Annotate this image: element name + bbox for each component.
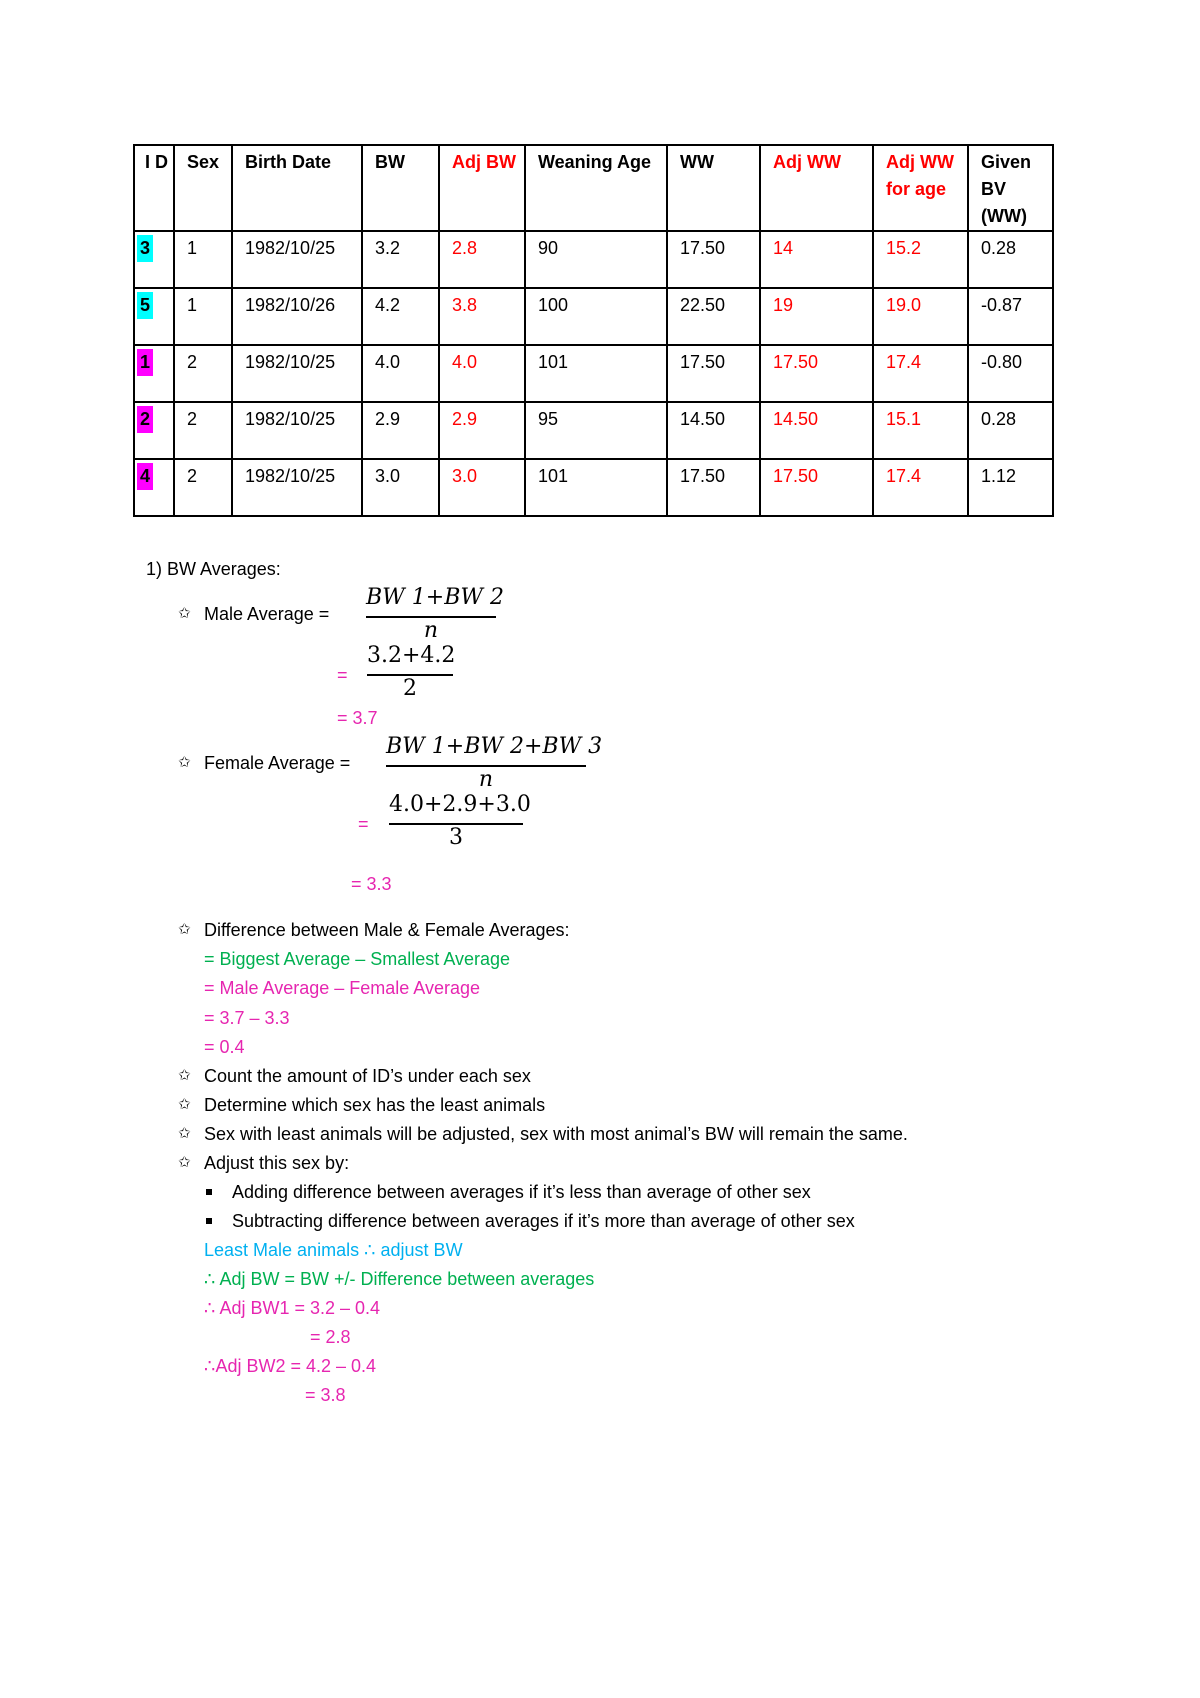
- star-bullet-icon: ✩: [178, 1154, 191, 1171]
- cell-value: 1982/10/25: [245, 238, 336, 258]
- cell-value: 4.2: [375, 295, 401, 315]
- cell-value: 2: [187, 466, 198, 486]
- cell-value: 3.8: [452, 295, 478, 315]
- cell-value: 1982/10/25: [245, 409, 336, 429]
- cell-adj-ww-age: [873, 345, 968, 402]
- star-bullet-icon: ✩: [178, 921, 191, 938]
- cell-given-bv: [968, 345, 1053, 402]
- cell-birth-date: [232, 231, 362, 288]
- column-header-label: I D: [145, 152, 169, 172]
- column-header: [760, 145, 873, 231]
- id-value: 5: [137, 292, 153, 319]
- cell-id: [134, 402, 174, 459]
- cell-birth-date: [232, 288, 362, 345]
- cell-value: 17.4: [886, 352, 922, 372]
- cell-id: [134, 288, 174, 345]
- female-average-result: = 3.3: [351, 874, 392, 894]
- cell-value: 0.28: [981, 238, 1017, 258]
- cell-weaning-age: [525, 231, 667, 288]
- cell-adj-ww: [760, 345, 873, 402]
- cell-value: 90: [538, 238, 559, 258]
- column-header-label: Sex: [187, 152, 220, 172]
- cell-weaning-age: [525, 288, 667, 345]
- cell-ww: [667, 459, 760, 516]
- cell-value: 2: [187, 409, 198, 429]
- table-row: [134, 231, 1053, 288]
- star-bullet-icon: ✩: [178, 1125, 191, 1142]
- cell-weaning-age: [525, 345, 667, 402]
- male-average-result: = 3.7: [337, 708, 378, 728]
- cell-given-bv: [968, 231, 1053, 288]
- cell-value: 15.1: [886, 409, 922, 429]
- fraction-denominator: 3: [449, 825, 463, 850]
- cell-adj-bw: [439, 231, 525, 288]
- cell-value: 0.28: [981, 409, 1017, 429]
- column-header-label: Given BV (WW): [981, 152, 1032, 226]
- table-row: [134, 459, 1053, 516]
- cell-ww: [667, 288, 760, 345]
- difference-result: = 0.4: [204, 1037, 245, 1057]
- cell-ww: [667, 231, 760, 288]
- cell-value: 1982/10/26: [245, 295, 336, 315]
- column-header-label: Adj WW for age: [886, 152, 954, 199]
- difference-step-3: = 3.7 – 3.3: [204, 1008, 290, 1028]
- adj-bw1-result: = 2.8: [310, 1327, 351, 1347]
- cell-value: -0.87: [981, 295, 1023, 315]
- female-equals-sign: =: [358, 814, 369, 834]
- cell-value: 19.0: [886, 295, 922, 315]
- cell-value: 19: [773, 295, 794, 315]
- female-average-formula: [386, 733, 603, 797]
- cell-value: 17.4: [886, 466, 922, 486]
- difference-step-1: = Biggest Average – Smallest Average: [204, 949, 511, 969]
- cell-value: 17.50: [680, 466, 726, 486]
- cell-id: [134, 459, 174, 516]
- column-header: [667, 145, 760, 231]
- bw-averages-heading: 1) BW Averages:: [146, 559, 281, 579]
- cell-adj-ww: [760, 459, 873, 516]
- cell-value: 1982/10/25: [245, 352, 336, 372]
- male-average-formula: [366, 584, 504, 648]
- star-bullet-icon: ✩: [178, 1096, 191, 1113]
- cell-value: 17.50: [773, 466, 819, 486]
- cell-value: 3.0: [375, 466, 401, 486]
- cell-value: 14: [773, 238, 794, 258]
- id-value: 4: [137, 463, 153, 490]
- cell-value: 17.50: [773, 352, 819, 372]
- column-header-label: Birth Date: [245, 152, 332, 172]
- cell-ww: [667, 345, 760, 402]
- cell-adj-ww-age: [873, 231, 968, 288]
- table-header-row: [134, 145, 1053, 231]
- cell-id: [134, 231, 174, 288]
- column-header: [174, 145, 232, 231]
- cell-bw: [362, 288, 439, 345]
- star-bullet-icon: ✩: [178, 754, 191, 771]
- column-header-label: WW: [680, 152, 714, 172]
- cell-bw: [362, 345, 439, 402]
- adj-bw2-result: = 3.8: [305, 1385, 346, 1405]
- column-header-label: Adj WW: [773, 152, 841, 172]
- star-bullet-icon: ✩: [178, 605, 191, 622]
- cell-sex: [174, 402, 232, 459]
- cell-adj-ww: [760, 231, 873, 288]
- fraction-denominator: n: [423, 618, 439, 643]
- cell-adj-ww-age: [873, 288, 968, 345]
- star-bullet-icon: ✩: [178, 1067, 191, 1084]
- male-equals-sign: =: [337, 665, 348, 685]
- cell-value: 14.50: [680, 409, 726, 429]
- cell-birth-date: [232, 402, 362, 459]
- cell-adj-ww: [760, 288, 873, 345]
- female-average-values: [389, 791, 531, 855]
- cell-value: 1: [187, 238, 198, 258]
- cell-adj-ww-age: [873, 402, 968, 459]
- adding-instruction: Adding difference between averages if it’s less than average of other sex: [232, 1182, 811, 1202]
- cell-value: 4.0: [452, 352, 478, 372]
- id-value: 1: [137, 349, 153, 376]
- cell-sex: [174, 459, 232, 516]
- cell-value: 17.50: [680, 352, 726, 372]
- cell-adj-bw: [439, 459, 525, 516]
- cell-value: 17.50: [680, 238, 726, 258]
- cell-bw: [362, 231, 439, 288]
- cell-value: 22.50: [680, 295, 726, 315]
- fraction-numerator: BW 1+BW 2: [366, 585, 504, 610]
- cell-value: 15.2: [886, 238, 922, 258]
- animal-data-table: [133, 144, 1054, 517]
- adj-bw1-calculation: ∴ Adj BW1 = 3.2 – 0.4: [204, 1298, 381, 1318]
- cell-value: 4.0: [375, 352, 401, 372]
- female-average-label: Female Average =: [204, 753, 351, 773]
- male-average-label: Male Average =: [204, 604, 330, 624]
- cell-adj-bw: [439, 402, 525, 459]
- fraction-denominator: 2: [403, 676, 417, 701]
- cell-bw: [362, 402, 439, 459]
- cell-value: 1: [187, 295, 198, 315]
- fraction-numerator: 4.0+2.9+3.0: [389, 792, 531, 817]
- id-value: 2: [137, 406, 153, 433]
- cell-weaning-age: [525, 459, 667, 516]
- cell-adj-ww-age: [873, 459, 968, 516]
- cell-value: 14.50: [773, 409, 819, 429]
- table-row: [134, 345, 1053, 402]
- column-header: [873, 145, 968, 231]
- cell-value: 101: [538, 466, 569, 486]
- cell-given-bv: [968, 288, 1053, 345]
- cell-value: 2.8: [452, 238, 478, 258]
- male-average-values: [367, 642, 456, 706]
- cell-value: 1982/10/25: [245, 466, 336, 486]
- cell-sex: [174, 345, 232, 402]
- cell-value: 95: [538, 409, 559, 429]
- adjust-instruction: Adjust this sex by:: [204, 1153, 350, 1173]
- column-header: [362, 145, 439, 231]
- cell-adj-bw: [439, 288, 525, 345]
- column-header: [525, 145, 667, 231]
- subtracting-instruction: Subtracting difference between averages if it’s more than average of other sex: [232, 1211, 855, 1231]
- column-header-label: BW: [375, 152, 405, 172]
- table-row: [134, 288, 1053, 345]
- fraction-numerator: 3.2+4.2: [367, 643, 456, 668]
- cell-sex: [174, 231, 232, 288]
- cell-given-bv: [968, 459, 1053, 516]
- difference-step-2: = Male Average – Female Average: [204, 978, 481, 998]
- cell-value: 101: [538, 352, 569, 372]
- difference-label: Difference between Male & Female Averages:: [204, 920, 570, 940]
- count-instruction: Count the amount of ID’s under each sex: [204, 1066, 531, 1086]
- cell-value: -0.80: [981, 352, 1023, 372]
- least-male-note: Least Male animals ∴ adjust BW: [204, 1240, 463, 1260]
- cell-value: 1.12: [981, 466, 1017, 486]
- least-animals-instruction: Sex with least animals will be adjusted, sex with most animal’s BW will remain the same.: [204, 1124, 908, 1144]
- column-header-label: Weaning Age: [538, 152, 652, 172]
- cell-ww: [667, 402, 760, 459]
- cell-adj-ww: [760, 402, 873, 459]
- cell-value: 3.0: [452, 466, 478, 486]
- cell-given-bv: [968, 402, 1053, 459]
- fraction-denominator: n: [478, 767, 494, 792]
- cell-adj-bw: [439, 345, 525, 402]
- cell-bw: [362, 459, 439, 516]
- square-bullet-icon: [206, 1218, 212, 1224]
- cell-id: [134, 345, 174, 402]
- cell-weaning-age: [525, 402, 667, 459]
- adj-bw-formula: ∴ Adj BW = BW +/- Difference between averages: [204, 1269, 595, 1289]
- column-header: [134, 145, 174, 231]
- column-header: [232, 145, 362, 231]
- cell-value: 2.9: [452, 409, 478, 429]
- column-header-label: Adj BW: [452, 152, 516, 172]
- cell-value: 2: [187, 352, 198, 372]
- square-bullet-icon: [206, 1189, 212, 1195]
- cell-value: 3.2: [375, 238, 401, 258]
- column-header: [439, 145, 525, 231]
- adj-bw2-calculation: ∴Adj BW2 = 4.2 – 0.4: [204, 1356, 377, 1376]
- determine-instruction: Determine which sex has the least animals: [204, 1095, 546, 1115]
- cell-value: 100: [538, 295, 569, 315]
- cell-value: 2.9: [375, 409, 401, 429]
- cell-birth-date: [232, 459, 362, 516]
- column-header: [968, 145, 1053, 231]
- table-row: [134, 402, 1053, 459]
- cell-sex: [174, 288, 232, 345]
- id-value: 3: [137, 235, 153, 262]
- cell-birth-date: [232, 345, 362, 402]
- fraction-numerator: BW 1+BW 2+BW 3: [386, 734, 603, 759]
- table-body: [134, 231, 1053, 516]
